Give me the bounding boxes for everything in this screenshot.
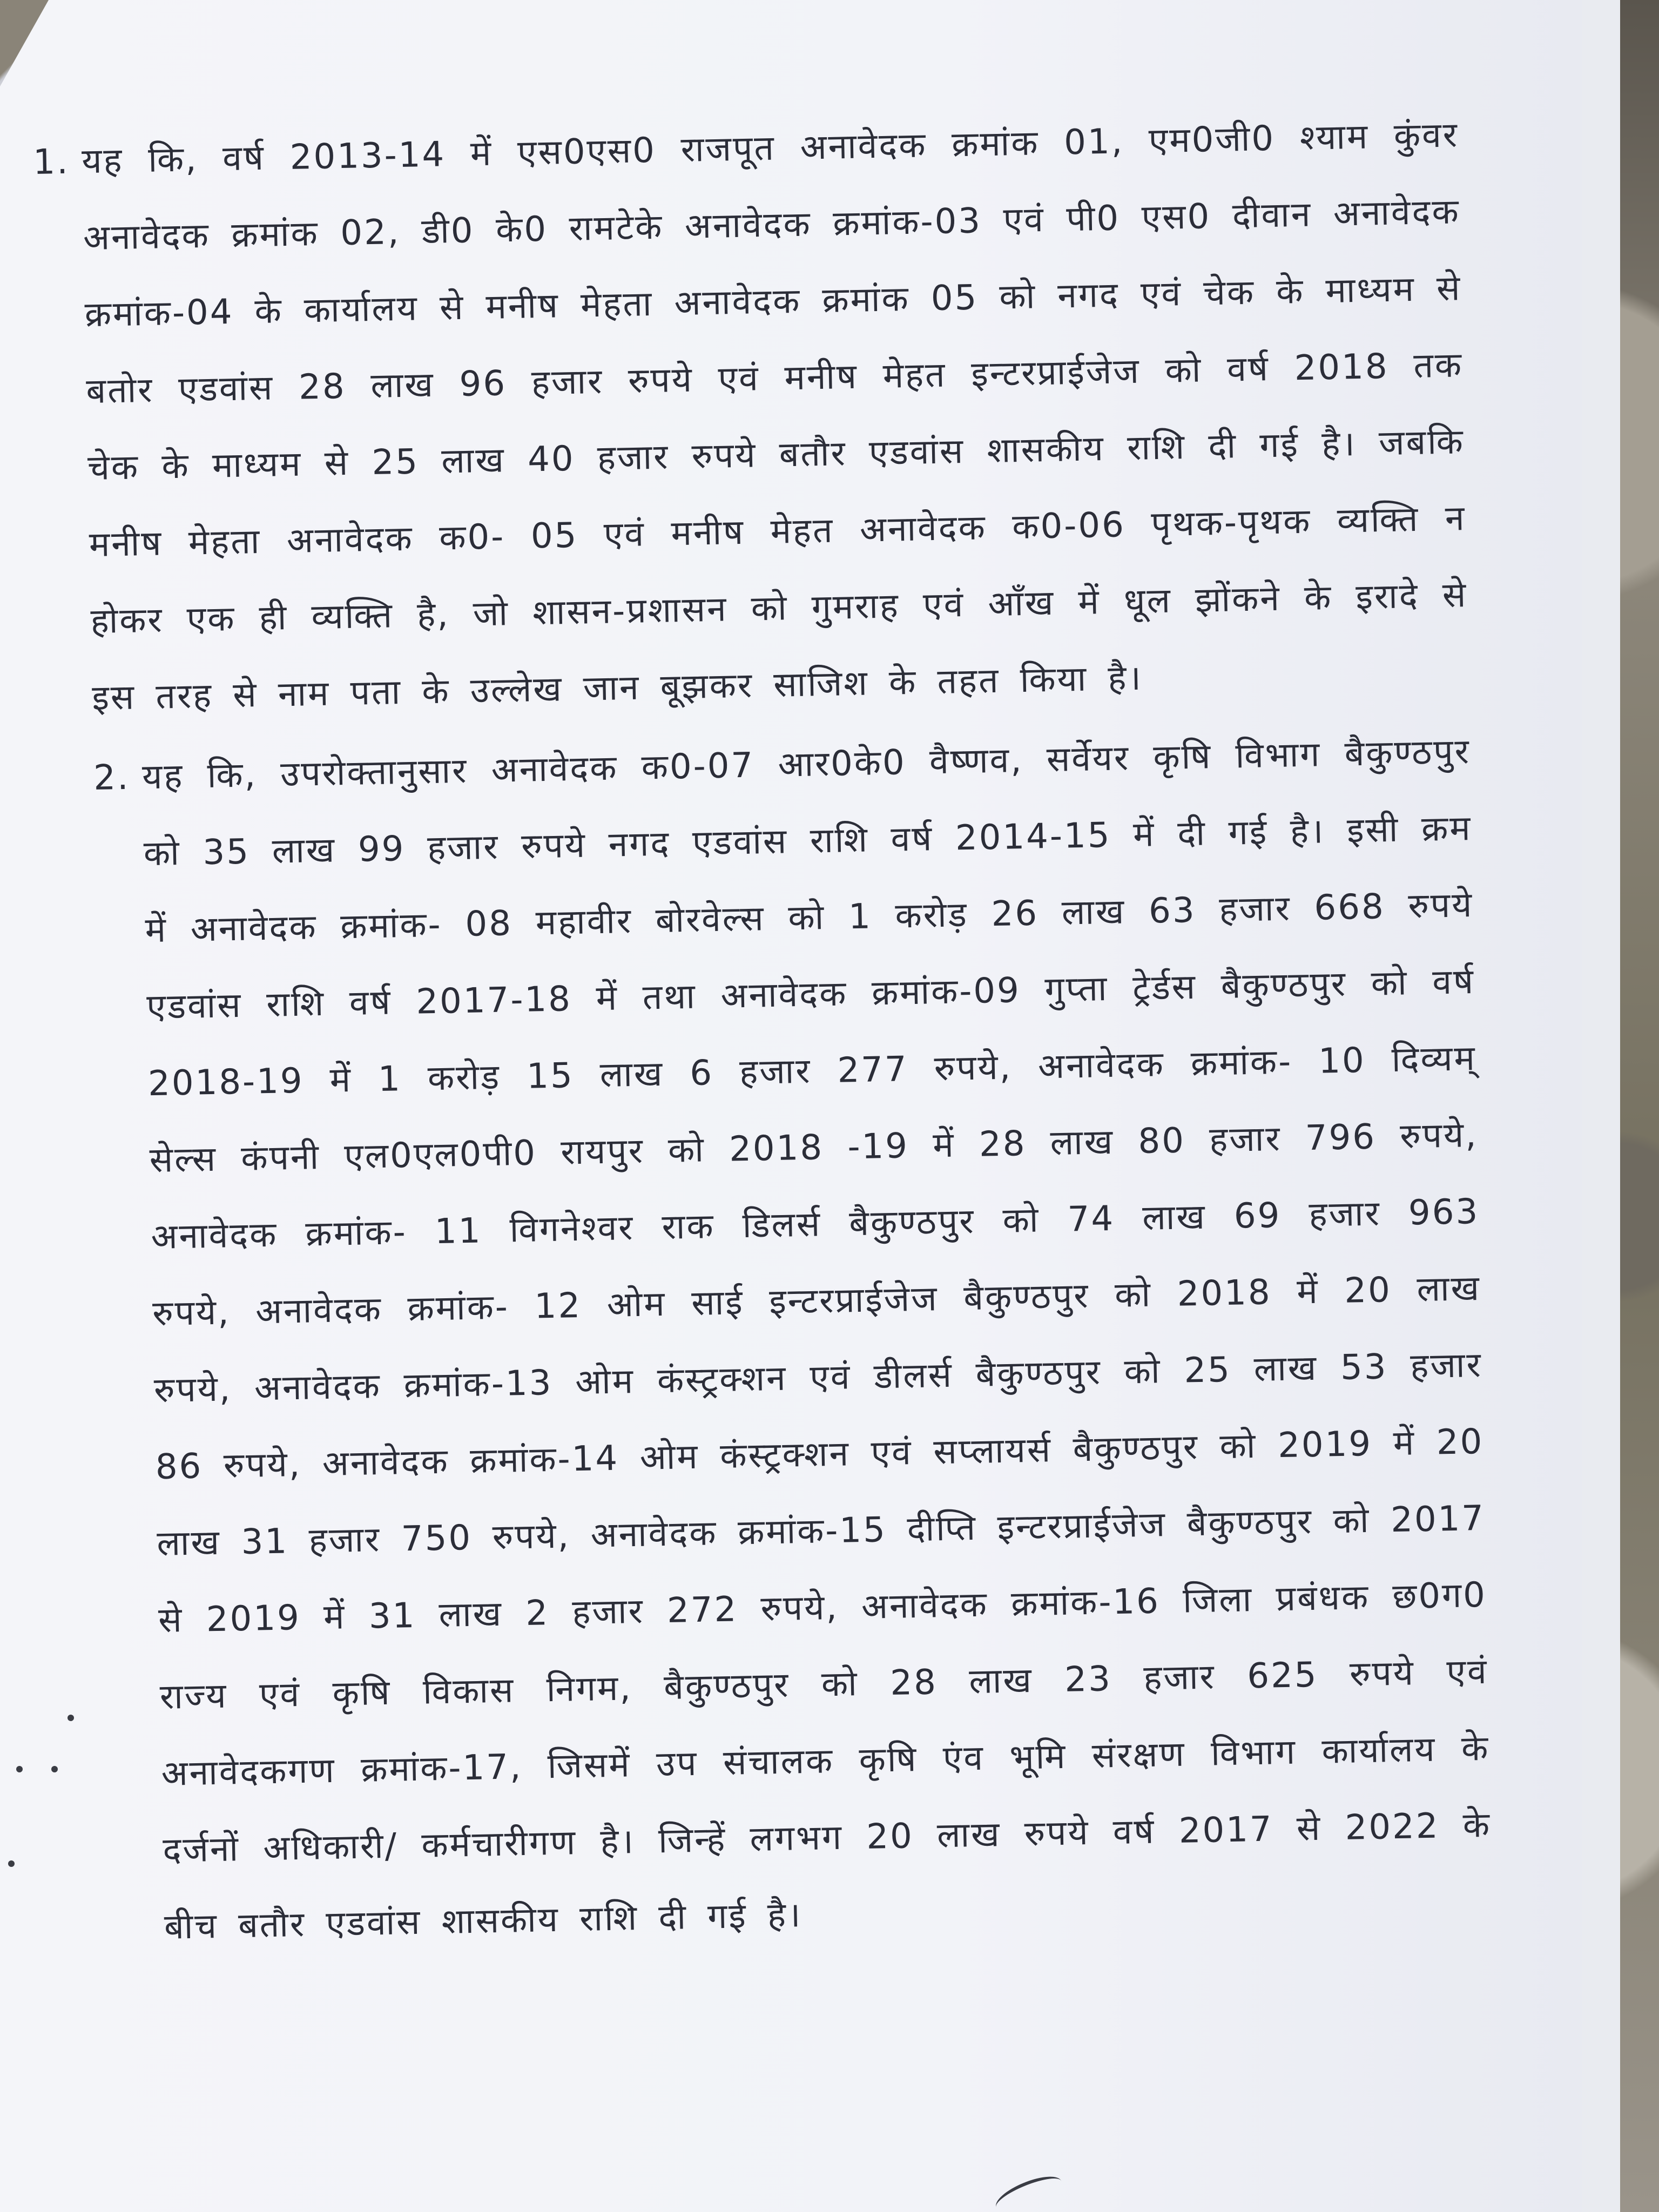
item-number: 1. bbox=[32, 141, 70, 183]
item-number: 2. bbox=[93, 757, 131, 799]
list-item bbox=[44, 713, 1493, 1967]
list-item bbox=[32, 97, 1469, 737]
item-text: यह कि, वर्ष 2013-14 में एस0एस0 राजपूत अनावेदक क्रमांक 01, एम0जी0 श्याम कुंवर अनावेदक क्रमांक 02, डी0 के0 रामटेके अनावेदक क्रमांक-03 एवं पी0 एस0 दीवान अनावेदक क्रमांक-04 के कार्यालय से मनीष मेहता अनावेदक क्रमांक 05 को नगद एवं चेक के माध्यम से बतोर एडवांस 28 लाख 96 हजार रुपये एवं मनीष मेहत इन्टरप्राईजेज को वर्ष 2018 तक चेक के माध्यम से 25 लाख 40 हजार रुपये बतौर एडवांस शासकीय राशि दी गई है। जबकि मनीष मेहता अनावेदक क0- 05 एवं मनीष मेहत अनावेदक क0-06 पृथक-पृथक व्यक्ति न होकर एक ही व्यक्ति है, जो शासन-प्रशासन को गुमराह एवं आँख में धूल झोंकने के इरादे से इस तरह से नाम पता के उल्लेख जान बूझकर साजिश के तहत किया है। bbox=[81, 115, 1468, 719]
item-text: यह कि, उपरोक्तानुसार अनावेदक क0-07 आर0के0 वैष्णव, सर्वेयर कृषि विभाग बैकुण्ठपुर को 35 लाख 99 हजार रुपये नगद एडवांस राशि वर्ष 2014-15 में दी गई है। इसी क्रम में अनावेदक क्रमांक- 08 महावीर बोरवेल्स को 1 करोड़ 26 लाख 63 हजार 668 रुपये एडवांस राशि वर्ष 2017-18 में तथा अनावेदक क्रमांक-09 गुप्ता ट्रेर्डस बैकुण्ठपुर को वर्ष 2018-19 में 1 करोड़ 15 लाख 6 हजार 277 रुपये, अनावेदक क्रमांक- 10 दिव्यम् सेल्स कंपनी एल0एल0पी0 रायपुर को 2018 -19 में 28 लाख 80 हजार 796 रुपये, अनावेदक क्रमांक- 11 विगनेश्वर राक डिलर्स बैकुण्ठपुर को 74 लाख 69 हजार 963 रुपये, अनावेदक क्रमांक- 12 ओम साई इन्टरप्राईजेज बैकुण्ठपुर को 2018 में 20 लाख रुपये, अनावेदक क्रमांक-13 ओम कंस्ट्रक्शन एवं डीलर्स बैकुण्ठपुर को 25 लाख 53 हजार 86 रुपये, अनावेदक क्रमांक-14 ओम कंस्ट्रक्शन एवं सप्लायर्स बैकुण्ठपुर को 2019 में 20 लाख 31 हजार 750 रुपये, अनावेदक क्रमांक-15 दीप्ति इन्टरप्राईजेज बैकुण्ठपुर को 2017 से 2019 में 31 लाख 2 हजार 272 रुपये, अनावेदक क्रमांक-16 जिला प्रबंधक छ0ग0 राज्य एवं कृषि विकास निगम, बैकुण्ठपुर को 28 लाख 23 हजार 625 रुपये एवं अनावेदकगण क्रमांक-17, जिसमें उप संचालक कृषि एंव भूमि संरक्षण विभाग कार्यालय के दर्जनों अधिकारी/ कर्मचारीगण है। जिन्हें लगभग 20 लाख रुपये वर्ष 2017 से 2022 के बीच बतौर एडवांस शासकीय राशि दी गई है। bbox=[141, 732, 1492, 1947]
document-body bbox=[32, 97, 1493, 1967]
ink-mark bbox=[51, 1766, 58, 1772]
ink-mark bbox=[68, 1715, 74, 1721]
ink-mark bbox=[8, 1860, 15, 1867]
ink-mark bbox=[16, 1766, 23, 1772]
